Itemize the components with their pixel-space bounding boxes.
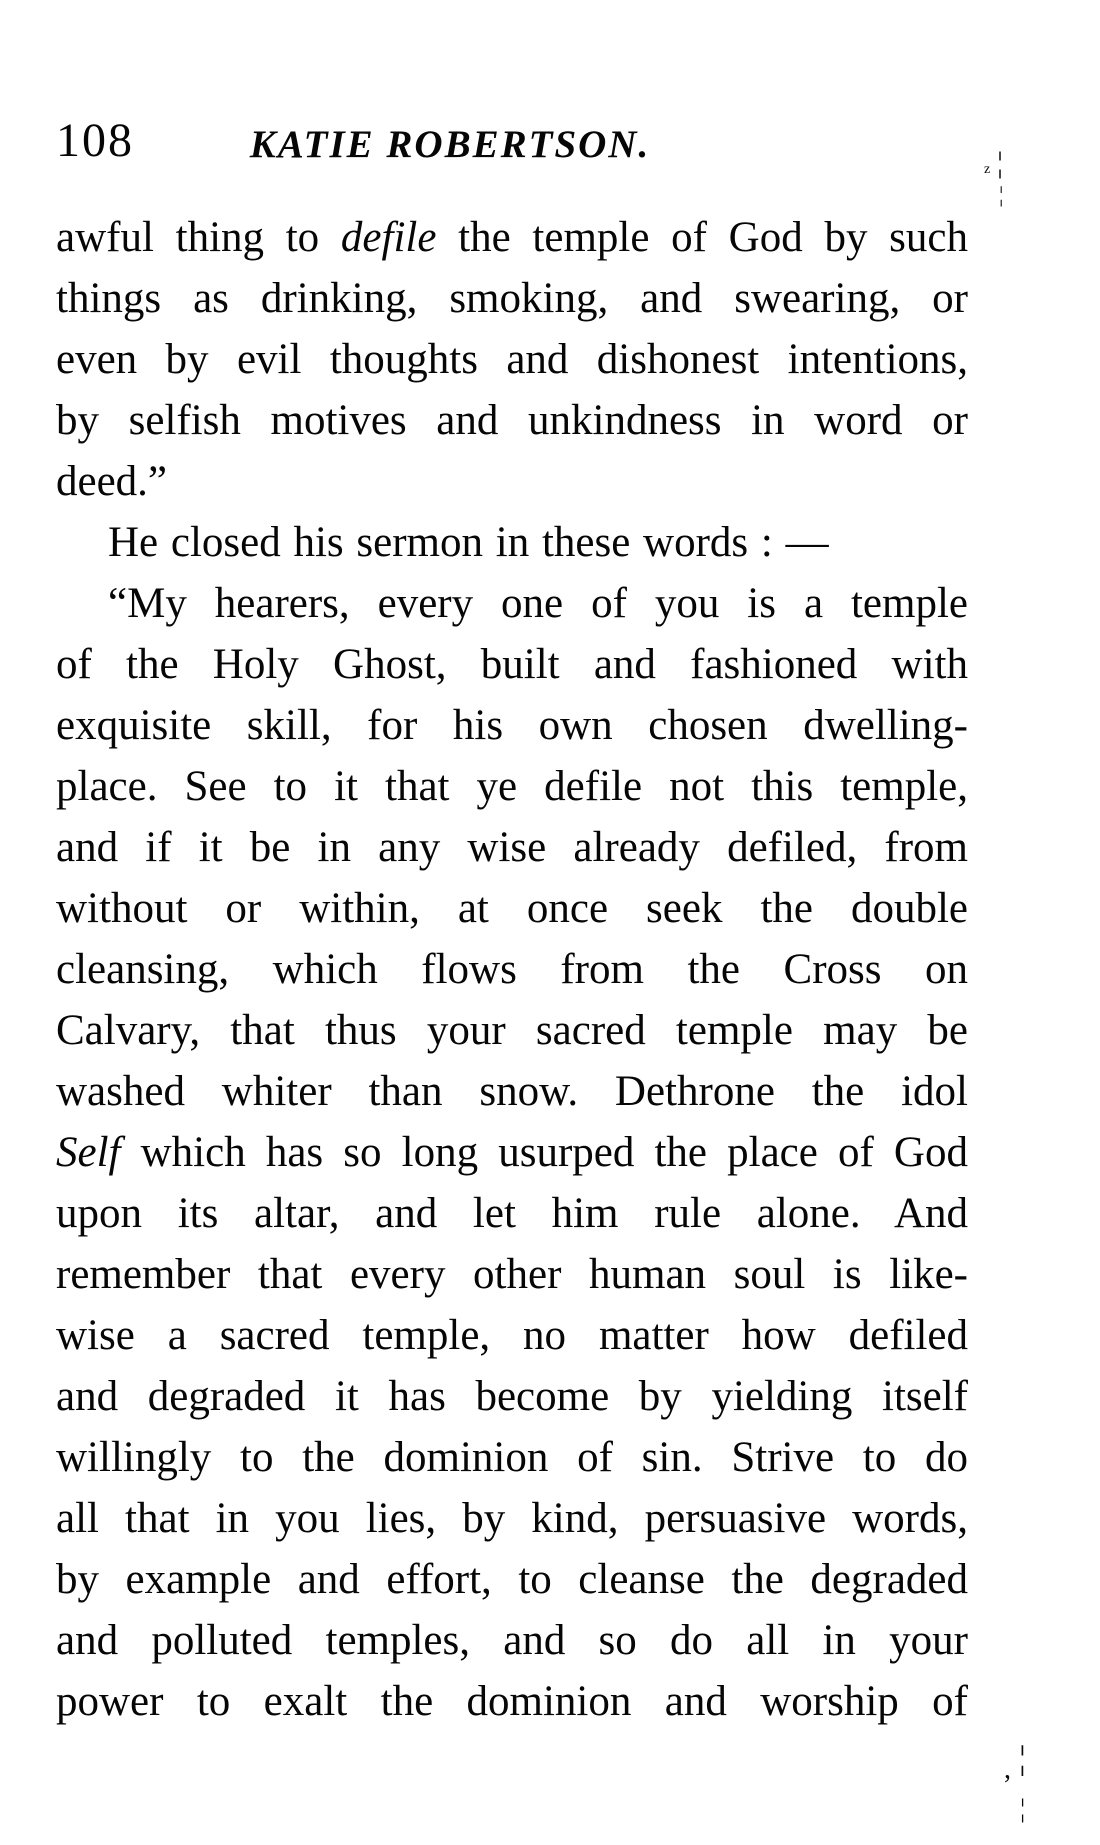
text-segment: place. See to it that ye defile not this temple, bbox=[56, 763, 968, 810]
text-segment: awful thing to bbox=[56, 214, 341, 261]
text-line bbox=[56, 1610, 968, 1671]
text-segment: of the Holy Ghost, built and fashioned with bbox=[56, 641, 968, 688]
scan-artifact-mark: z bbox=[984, 162, 991, 177]
text-line bbox=[56, 1427, 968, 1488]
text-line bbox=[56, 1671, 968, 1732]
text-line bbox=[56, 1549, 968, 1610]
page-number: 108 bbox=[56, 114, 134, 167]
text-line bbox=[56, 634, 968, 695]
scan-artifact-mark: ¦ bbox=[999, 182, 1004, 207]
scan-artifact-mark: ¦ bbox=[1020, 1794, 1026, 1823]
text-segment: even by evil thoughts and dishonest intentions, bbox=[56, 336, 968, 383]
text-line bbox=[56, 1488, 968, 1549]
text-segment: without or within, at once seek the double bbox=[56, 885, 968, 932]
body-text bbox=[56, 207, 968, 1732]
text-line bbox=[56, 573, 968, 634]
text-segment: and if it be in any wise already defiled, from bbox=[56, 824, 968, 871]
text-line bbox=[56, 512, 968, 573]
text-segment: by example and effort, to cleanse the degraded bbox=[56, 1556, 968, 1603]
scan-artifact-mark: , bbox=[1004, 1754, 1011, 1785]
text-line bbox=[56, 1244, 968, 1305]
text-segment: washed whiter than snow. Dethrone the idol bbox=[56, 1068, 968, 1115]
text-line bbox=[56, 695, 968, 756]
text-line bbox=[56, 390, 968, 451]
running-header: KATIE ROBERTSON. bbox=[249, 123, 651, 166]
text-segment: willingly to the dominion of sin. Strive to do bbox=[56, 1434, 968, 1481]
text-line bbox=[56, 1000, 968, 1061]
scan-artifact-mark: ¦ bbox=[997, 146, 1004, 179]
text-line bbox=[56, 1305, 968, 1366]
text-segment: the temple of God by such bbox=[436, 214, 968, 261]
text-line bbox=[56, 268, 968, 329]
text-line bbox=[56, 878, 968, 939]
italic-text-segment: Self bbox=[56, 1129, 121, 1176]
text-segment: all that in you lies, by kind, persuasive words, bbox=[56, 1495, 968, 1542]
text-line bbox=[56, 817, 968, 878]
text-line bbox=[56, 451, 968, 512]
text-segment: by selfish motives and unkindness in word or bbox=[56, 397, 968, 444]
text-line bbox=[56, 1183, 968, 1244]
scan-artifact-mark: ¦ bbox=[1019, 1740, 1026, 1777]
italic-text-segment: defile bbox=[340, 214, 437, 261]
text-line bbox=[56, 939, 968, 1000]
text-line bbox=[56, 329, 968, 390]
text-segment: remember that every other human soul is like- bbox=[56, 1251, 968, 1298]
text-segment: which has so long usurped the place of God bbox=[120, 1129, 968, 1176]
text-segment: and degraded it has become by yielding itself bbox=[56, 1373, 968, 1420]
text-line bbox=[56, 1122, 968, 1183]
text-segment: things as drinking, smoking, and swearing, or bbox=[56, 275, 968, 322]
text-segment: Calvary, that thus your sacred temple may be bbox=[56, 1007, 968, 1054]
text-line bbox=[56, 1366, 968, 1427]
text-segment: wise a sacred temple, no matter how defiled bbox=[56, 1312, 968, 1359]
text-segment: exquisite skill, for his own chosen dwelling- bbox=[56, 702, 968, 749]
text-line bbox=[56, 1061, 968, 1122]
text-segment: deed.” bbox=[56, 458, 168, 505]
text-segment: “My hearers, every one of you is a temple bbox=[108, 580, 968, 627]
text-line bbox=[56, 756, 968, 817]
text-line bbox=[56, 207, 968, 268]
text-segment: He closed his sermon in these words : — bbox=[108, 519, 829, 566]
text-segment: upon its altar, and let him rule alone. And bbox=[56, 1190, 968, 1237]
text-segment: power to exalt the dominion and worship of bbox=[56, 1678, 968, 1725]
text-segment: cleansing, which flows from the Cross on bbox=[56, 946, 968, 993]
text-segment: and polluted temples, and so do all in your bbox=[56, 1617, 968, 1664]
